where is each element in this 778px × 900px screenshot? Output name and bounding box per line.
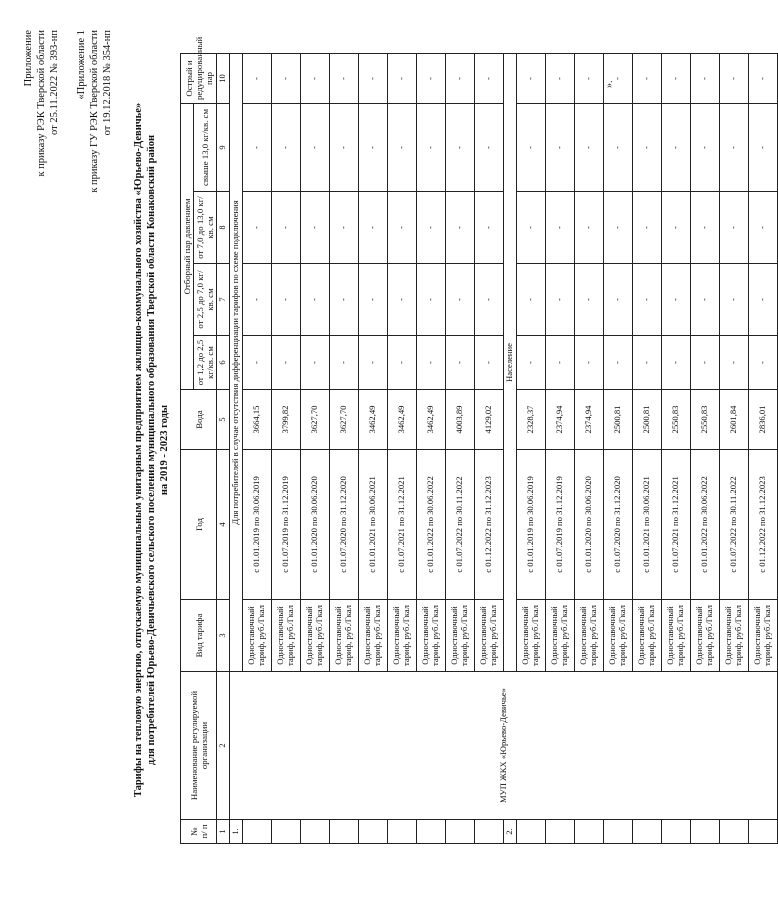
water-tariff-cell: 2836,01 xyxy=(749,390,778,450)
empty-value-cell: - xyxy=(301,192,330,264)
empty-value-cell: - xyxy=(272,54,301,104)
water-tariff-cell: 3627,70 xyxy=(301,390,330,450)
empty-value-cell: - xyxy=(749,104,778,192)
tariff-type-cell: Одноставочный тариф, руб./Гкал xyxy=(301,600,330,672)
period-cell: с 01.07.2019 по 31.12.2019 xyxy=(272,450,301,600)
period-cell: с 01.07.2021 по 31.12.2021 xyxy=(388,450,417,600)
period-cell: с 01.01.2022 по 30.06.2022 xyxy=(691,450,720,600)
tariff-type-cell: Одноставочный тариф, руб./Гкал xyxy=(359,600,388,672)
title-line: для потребителей Юрьево-Девичьевского сельского поселения муниципального образования Тверской области Конаковский район xyxy=(146,134,158,766)
empty-value-cell: - xyxy=(691,264,720,336)
row-number-blank xyxy=(243,820,272,844)
empty-value-cell: - xyxy=(749,336,778,390)
row-number-blank xyxy=(720,820,749,844)
empty-value-cell: - xyxy=(475,336,504,390)
empty-value-cell: - xyxy=(301,336,330,390)
order-header-line: к приказу РЭК Тверской области xyxy=(36,30,48,177)
empty-value-cell: - xyxy=(330,336,359,390)
tariff-type-cell: Одноставочный тариф, руб./Гкал xyxy=(546,600,575,672)
period-cell: с 01.07.2019 по 31.12.2019 xyxy=(546,450,575,600)
empty-value-cell: - xyxy=(359,264,388,336)
tariff-type-cell: Одноставочный тариф, руб./Гкал xyxy=(417,600,446,672)
empty-value-cell: - xyxy=(749,264,778,336)
order-header-line: «Приложение 1 xyxy=(76,30,87,100)
period-cell: с 01.01.2021 по 30.06.2021 xyxy=(359,450,388,600)
empty-value-cell: - xyxy=(720,192,749,264)
empty-value-cell: - xyxy=(272,336,301,390)
water-tariff-cell: 2328,37 xyxy=(517,390,546,450)
tariff-type-cell: Одноставочный тариф, руб./Гкал xyxy=(272,600,301,672)
water-tariff-cell: 3462,49 xyxy=(359,390,388,450)
empty-value-cell: - xyxy=(475,54,504,104)
water-tariff-cell: 3799,82 xyxy=(272,390,301,450)
empty-value-cell: - xyxy=(691,104,720,192)
section-title: Население xyxy=(504,54,517,672)
empty-value-cell: - xyxy=(446,264,475,336)
empty-value-cell: - xyxy=(633,336,662,390)
empty-value-cell: - xyxy=(604,54,633,104)
water-tariff-cell: 3462,49 xyxy=(388,390,417,450)
period-cell: с 01.12.2022 по 31.12.2023 xyxy=(475,450,504,600)
empty-value-cell: - xyxy=(575,264,604,336)
period-cell: с 01.01.2022 по 30.06.2022 xyxy=(417,450,446,600)
empty-value-cell: - xyxy=(720,264,749,336)
empty-value-cell: - xyxy=(272,264,301,336)
empty-value-cell: - xyxy=(446,192,475,264)
header-steam-2: от 2,5 до 7,0 кг/кв. см xyxy=(194,264,217,336)
order-header-line: Приложение xyxy=(23,30,34,87)
empty-value-cell: - xyxy=(446,54,475,104)
title-line: на 2019 - 2023 годы xyxy=(159,404,171,496)
empty-value-cell: - xyxy=(243,104,272,192)
header-steam-1: от 1,2 до 2,5 кг/кв. см xyxy=(194,336,217,390)
empty-value-cell: - xyxy=(301,264,330,336)
period-cell: с 01.01.2020 по 30.06.2020 xyxy=(301,450,330,600)
water-tariff-cell: 2500,81 xyxy=(633,390,662,450)
water-tariff-cell: 2550,83 xyxy=(691,390,720,450)
row-number-blank xyxy=(301,820,330,844)
tariff-type-cell: Одноставочный тариф, руб./Гкал xyxy=(446,600,475,672)
tariff-type-cell: Одноставочный тариф, руб./Гкал xyxy=(517,600,546,672)
empty-value-cell: - xyxy=(720,54,749,104)
organization-cell: МУП ЖКХ «Юрьево-Девичье» xyxy=(230,672,778,820)
order-header-line: от 19.12.2018 № 354-нп xyxy=(102,30,114,136)
tariff-type-cell: Одноставочный тариф, руб./Гкал xyxy=(720,600,749,672)
tariff-type-cell: Одноставочный тариф, руб./Гкал xyxy=(633,600,662,672)
empty-value-cell: - xyxy=(388,54,417,104)
empty-value-cell: - xyxy=(417,336,446,390)
tariff-type-cell: Одноставочный тариф, руб./Гкал xyxy=(388,600,417,672)
empty-value-cell: - xyxy=(720,104,749,192)
tariff-type-cell: Одноставочный тариф, руб./Гкал xyxy=(691,600,720,672)
header-tariff-type: Вид тарифа xyxy=(181,600,217,672)
water-tariff-cell: 4129,02 xyxy=(475,390,504,450)
empty-value-cell: - xyxy=(475,264,504,336)
column-number: 9 xyxy=(217,104,230,192)
row-number-blank xyxy=(575,820,604,844)
tariff-type-cell: Одноставочный тариф, руб./Гкал xyxy=(662,600,691,672)
column-number: 2 xyxy=(217,672,230,820)
empty-value-cell: - xyxy=(575,336,604,390)
row-number-blank xyxy=(691,820,720,844)
column-number: 10 xyxy=(217,54,230,104)
empty-value-cell: - xyxy=(749,192,778,264)
column-number: 5 xyxy=(217,390,230,450)
empty-value-cell: - xyxy=(359,192,388,264)
empty-value-cell: - xyxy=(662,264,691,336)
empty-value-cell: - xyxy=(243,336,272,390)
column-number: 4 xyxy=(217,450,230,600)
row-number-blank xyxy=(388,820,417,844)
water-tariff-cell: 3664,15 xyxy=(243,390,272,450)
empty-value-cell: - xyxy=(330,104,359,192)
header-organization: Наименование регулируемой организации xyxy=(181,672,217,820)
header-sharp-steam: Острый и редуцированный пар xyxy=(181,54,217,104)
water-tariff-cell: 3627,70 xyxy=(330,390,359,450)
tariff-type-cell: Одноставочный тариф, руб./Гкал xyxy=(330,600,359,672)
water-tariff-cell: 3462,49 xyxy=(417,390,446,450)
header-steam-3: от 7,0 до 13,0 кг/кв. см xyxy=(194,192,217,264)
row-number-blank xyxy=(604,820,633,844)
empty-value-cell: - xyxy=(633,264,662,336)
order-header-old xyxy=(75,30,114,193)
empty-value-cell: - xyxy=(691,336,720,390)
period-cell: с 01.01.2019 по 30.06.2019 xyxy=(243,450,272,600)
empty-value-cell: - xyxy=(633,54,662,104)
empty-value-cell: - xyxy=(546,264,575,336)
empty-value-cell: - xyxy=(749,54,778,104)
row-number: 1. xyxy=(230,820,243,844)
period-cell: с 01.07.2021 по 31.12.2021 xyxy=(662,450,691,600)
tariff-type-cell: Одноставочный тариф, руб./Гкал xyxy=(475,600,504,672)
header-num: № п/ п xyxy=(181,820,217,844)
period-cell: с 01.07.2020 по 31.12.2020 xyxy=(604,450,633,600)
period-cell: с 01.01.2019 по 30.06.2019 xyxy=(517,450,546,600)
period-cell: с 01.07.2020 по 31.12.2020 xyxy=(330,450,359,600)
header-water: Вода xyxy=(181,390,217,450)
empty-value-cell: - xyxy=(575,192,604,264)
empty-value-cell: - xyxy=(475,104,504,192)
empty-value-cell: - xyxy=(691,54,720,104)
row-number-blank xyxy=(662,820,691,844)
water-tariff-cell: 2550,83 xyxy=(662,390,691,450)
period-cell: с 01.07.2022 по 30.11.2022 xyxy=(720,450,749,600)
header-steam-group: Отборный пар давлением xyxy=(181,104,194,390)
title-line: Тарифы на тепловую энергию, отпускаемую муниципальным унитарным предприятием жилищно-коммунального хозяйства «Юрьево-Девичье» xyxy=(133,102,144,798)
tariff-type-cell: Одноставочный тариф, руб./Гкал xyxy=(604,600,633,672)
empty-value-cell: - xyxy=(417,104,446,192)
empty-value-cell: - xyxy=(475,192,504,264)
empty-value-cell: - xyxy=(301,104,330,192)
tariff-table xyxy=(180,36,778,844)
empty-value-cell: - xyxy=(633,192,662,264)
column-number: 3 xyxy=(217,600,230,672)
empty-value-cell: - xyxy=(604,264,633,336)
empty-value-cell: - xyxy=(517,104,546,192)
empty-value-cell: - xyxy=(662,336,691,390)
column-number: 1 xyxy=(217,820,230,844)
empty-value-cell: - xyxy=(446,104,475,192)
empty-value-cell: - xyxy=(330,264,359,336)
empty-value-cell: - xyxy=(662,54,691,104)
empty-value-cell: - xyxy=(359,336,388,390)
empty-value-cell: - xyxy=(359,104,388,192)
empty-value-cell: - xyxy=(243,192,272,264)
empty-value-cell: - xyxy=(301,54,330,104)
order-header-line: к приказу ГУ РЭК Тверской области xyxy=(89,30,101,193)
row-number-blank xyxy=(272,820,301,844)
empty-value-cell: - xyxy=(446,336,475,390)
period-cell: с 01.12.2022 по 31.12.2023 xyxy=(749,450,778,600)
column-number-row xyxy=(217,54,230,844)
row-number-blank xyxy=(517,820,546,844)
empty-value-cell: - xyxy=(575,104,604,192)
empty-value-cell: - xyxy=(691,192,720,264)
table-body xyxy=(230,54,778,844)
water-tariff-cell: 2500,81 xyxy=(604,390,633,450)
row-number-blank xyxy=(446,820,475,844)
tariff-type-cell: Одноставочный тариф, руб./Гкал xyxy=(749,600,778,672)
empty-value-cell: - xyxy=(517,336,546,390)
row-number-blank xyxy=(546,820,575,844)
row-number-blank xyxy=(749,820,778,844)
empty-value-cell: - xyxy=(359,54,388,104)
empty-value-cell: - xyxy=(417,192,446,264)
empty-value-cell: - xyxy=(388,192,417,264)
empty-value-cell: - xyxy=(575,54,604,104)
order-header-new xyxy=(22,30,61,177)
water-tariff-cell: 2601,84 xyxy=(720,390,749,450)
row-number: 2. xyxy=(504,820,517,844)
empty-value-cell: - xyxy=(330,54,359,104)
empty-value-cell: - xyxy=(330,192,359,264)
document-title xyxy=(132,0,171,900)
empty-value-cell: - xyxy=(720,336,749,390)
empty-value-cell: - xyxy=(517,192,546,264)
header-steam-4: свыше 13,0 кг/кв. см xyxy=(194,104,217,192)
empty-value-cell: - xyxy=(604,104,633,192)
empty-value-cell: - xyxy=(546,54,575,104)
row-number-blank xyxy=(633,820,662,844)
water-tariff-cell: 4003,89 xyxy=(446,390,475,450)
header-year: Год xyxy=(181,450,217,600)
empty-value-cell: - xyxy=(388,264,417,336)
empty-value-cell: - xyxy=(243,54,272,104)
empty-value-cell: - xyxy=(546,192,575,264)
empty-value-cell: - xyxy=(662,104,691,192)
tariff-type-cell: Одноставочный тариф, руб./Гкал xyxy=(243,600,272,672)
empty-value-cell: - xyxy=(604,192,633,264)
water-tariff-cell: 2374,94 xyxy=(575,390,604,450)
water-tariff-cell: 2374,94 xyxy=(546,390,575,450)
empty-value-cell: - xyxy=(388,104,417,192)
empty-value-cell: - xyxy=(604,336,633,390)
closing-quote: ». xyxy=(604,80,615,88)
column-number: 7 xyxy=(217,264,230,336)
period-cell: с 01.01.2020 по 30.06.2020 xyxy=(575,450,604,600)
empty-value-cell: - xyxy=(546,104,575,192)
order-header-line: от 25.11.2022 № 393-нп xyxy=(49,30,61,135)
row-number-blank xyxy=(359,820,388,844)
section-row xyxy=(230,54,243,844)
row-number-blank xyxy=(417,820,446,844)
empty-value-cell: - xyxy=(517,264,546,336)
empty-value-cell: - xyxy=(662,192,691,264)
empty-value-cell: - xyxy=(272,192,301,264)
column-number: 6 xyxy=(217,336,230,390)
empty-value-cell: - xyxy=(388,336,417,390)
empty-value-cell: - xyxy=(633,104,662,192)
empty-value-cell: - xyxy=(272,104,301,192)
period-cell: с 01.01.2021 по 30.06.2021 xyxy=(633,450,662,600)
empty-value-cell: - xyxy=(417,264,446,336)
row-number-blank xyxy=(475,820,504,844)
empty-value-cell: - xyxy=(417,54,446,104)
period-cell: с 01.07.2022 по 30.11.2022 xyxy=(446,450,475,600)
empty-value-cell: - xyxy=(546,336,575,390)
column-number: 8 xyxy=(217,192,230,264)
empty-value-cell: - xyxy=(517,54,546,104)
empty-value-cell: - xyxy=(243,264,272,336)
tariff-type-cell: Одноставочный тариф, руб./Гкал xyxy=(575,600,604,672)
section-title: Для потребителей в случае отсутствия дифференциации тарифов по схеме подключения xyxy=(230,54,243,672)
row-number-blank xyxy=(330,820,359,844)
